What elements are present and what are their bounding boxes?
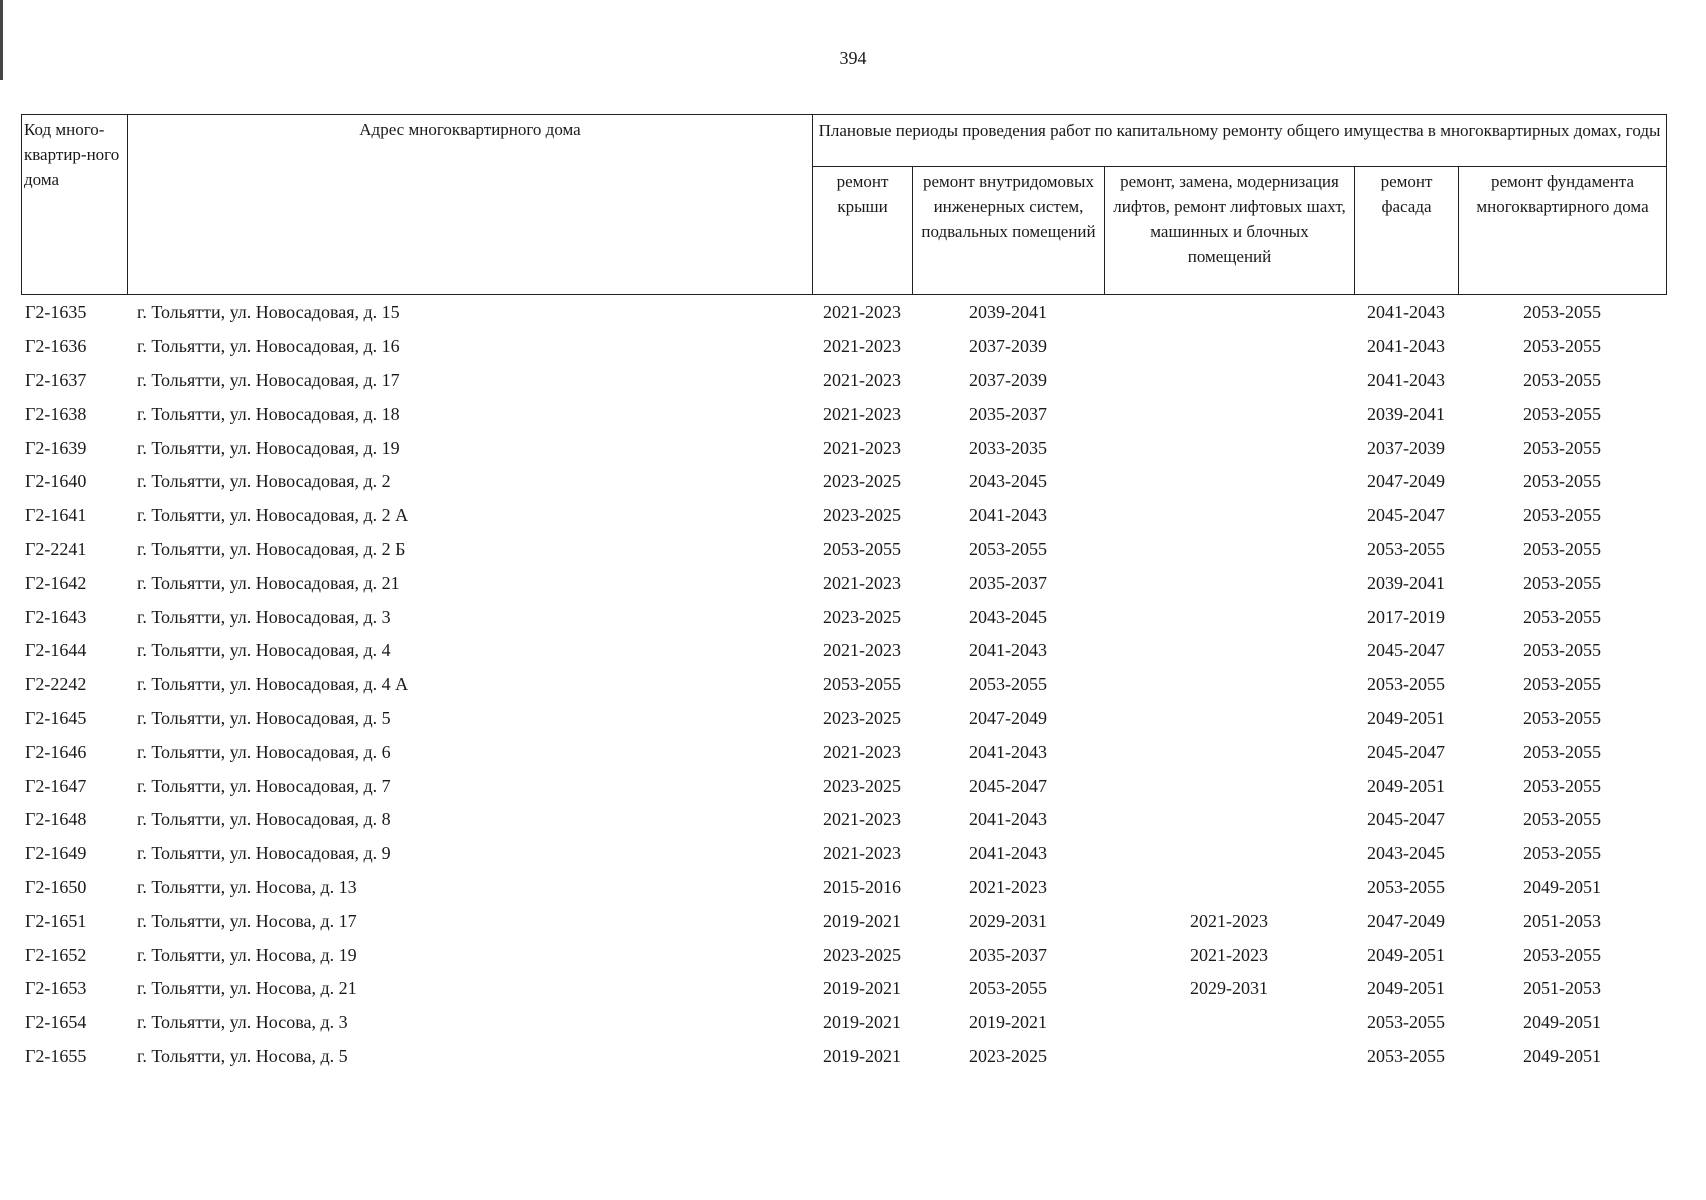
row-code: Г2-1646 xyxy=(25,741,87,762)
row-facade: 2053-2055 xyxy=(1367,538,1445,559)
row-foundation: 2053-2055 xyxy=(1523,302,1601,323)
row-foundation: 2053-2055 xyxy=(1523,674,1601,695)
row-roof: 2019-2021 xyxy=(823,978,901,999)
row-facade: 2045-2047 xyxy=(1367,505,1445,526)
table-row xyxy=(21,431,1666,465)
row-facade: 2039-2041 xyxy=(1367,572,1445,593)
row-roof: 2019-2021 xyxy=(823,1045,901,1066)
row-systems: 2053-2055 xyxy=(969,978,1047,999)
row-address: г. Тольятти, ул. Новосадовая, д. 2 А xyxy=(137,505,409,526)
row-systems: 2035-2037 xyxy=(969,403,1047,424)
data-table xyxy=(21,296,1666,1073)
row-lifts xyxy=(1104,871,1354,905)
table-row xyxy=(21,364,1666,398)
row-facade: 2045-2047 xyxy=(1367,640,1445,661)
table-row xyxy=(21,499,1666,533)
row-systems: 2037-2039 xyxy=(969,369,1047,390)
table-body xyxy=(21,296,1666,1073)
row-foundation: 2049-2051 xyxy=(1523,1045,1601,1066)
row-code: Г2-1653 xyxy=(25,978,87,999)
row-lifts: 2029-2031 xyxy=(1190,978,1268,999)
row-code: Г2-1650 xyxy=(25,876,87,897)
row-facade: 2053-2055 xyxy=(1367,1045,1445,1066)
row-lifts xyxy=(1104,668,1354,702)
table-row xyxy=(21,904,1666,938)
row-foundation: 2053-2055 xyxy=(1523,403,1601,424)
row-address: г. Тольятти, ул. Новосадовая, д. 3 xyxy=(137,606,391,627)
row-facade: 2053-2055 xyxy=(1367,674,1445,695)
row-roof: 2015-2016 xyxy=(823,876,901,897)
row-roof: 2023-2025 xyxy=(823,606,901,627)
row-roof: 2023-2025 xyxy=(823,505,901,526)
table-row xyxy=(21,533,1666,567)
row-systems: 2043-2045 xyxy=(969,471,1047,492)
row-roof: 2019-2021 xyxy=(823,1012,901,1033)
row-foundation: 2053-2055 xyxy=(1523,538,1601,559)
row-roof: 2019-2021 xyxy=(823,910,901,931)
row-roof: 2053-2055 xyxy=(823,538,901,559)
row-lifts xyxy=(1104,499,1354,533)
row-lifts xyxy=(1104,397,1354,431)
header-foundation: ремонт фундамента многоквартирного дома xyxy=(1459,167,1667,295)
row-lifts xyxy=(1104,364,1354,398)
row-systems: 2037-2039 xyxy=(969,336,1047,357)
header-address: Адрес многоквартирного дома xyxy=(128,115,813,295)
row-address: г. Тольятти, ул. Носова, д. 21 xyxy=(137,978,357,999)
row-lifts xyxy=(1104,702,1354,736)
row-code: Г2-1640 xyxy=(25,471,87,492)
row-foundation: 2053-2055 xyxy=(1523,707,1601,728)
row-foundation: 2053-2055 xyxy=(1523,809,1601,830)
row-address: г. Тольятти, ул. Носова, д. 3 xyxy=(137,1012,348,1033)
table-row xyxy=(21,938,1666,972)
table-row xyxy=(21,566,1666,600)
row-lifts xyxy=(1104,803,1354,837)
row-roof: 2021-2023 xyxy=(823,741,901,762)
row-foundation: 2053-2055 xyxy=(1523,775,1601,796)
row-roof: 2021-2023 xyxy=(823,572,901,593)
row-lifts xyxy=(1104,431,1354,465)
table-row xyxy=(21,735,1666,769)
row-address: г. Тольятти, ул. Новосадовая, д. 19 xyxy=(137,437,400,458)
row-facade: 2039-2041 xyxy=(1367,403,1445,424)
row-roof: 2023-2025 xyxy=(823,944,901,965)
row-code: Г2-1643 xyxy=(25,606,87,627)
table-row xyxy=(21,837,1666,871)
row-systems: 2019-2021 xyxy=(969,1012,1047,1033)
row-facade: 2045-2047 xyxy=(1367,741,1445,762)
row-code: Г2-1637 xyxy=(25,369,87,390)
row-address: г. Тольятти, ул. Новосадовая, д. 2 Б xyxy=(137,538,406,559)
row-roof: 2021-2023 xyxy=(823,369,901,390)
row-code: Г2-1644 xyxy=(25,640,87,661)
row-systems: 2041-2043 xyxy=(969,640,1047,661)
row-roof: 2021-2023 xyxy=(823,437,901,458)
row-roof: 2023-2025 xyxy=(823,775,901,796)
row-code: Г2-1647 xyxy=(25,775,87,796)
row-code: Г2-1651 xyxy=(25,910,87,931)
row-facade: 2037-2039 xyxy=(1367,437,1445,458)
row-lifts xyxy=(1104,296,1354,330)
row-facade: 2049-2051 xyxy=(1367,775,1445,796)
table-row xyxy=(21,330,1666,364)
table-row xyxy=(21,702,1666,736)
row-roof: 2023-2025 xyxy=(823,707,901,728)
table-row xyxy=(21,668,1666,702)
row-roof: 2021-2023 xyxy=(823,809,901,830)
table-row xyxy=(21,600,1666,634)
table-row xyxy=(21,465,1666,499)
row-lifts: 2021-2023 xyxy=(1190,910,1268,931)
row-lifts xyxy=(1104,735,1354,769)
row-lifts xyxy=(1104,1006,1354,1040)
row-foundation: 2053-2055 xyxy=(1523,640,1601,661)
row-foundation: 2053-2055 xyxy=(1523,471,1601,492)
row-systems: 2053-2055 xyxy=(969,538,1047,559)
row-lifts xyxy=(1104,566,1354,600)
row-address: г. Тольятти, ул. Новосадовая, д. 18 xyxy=(137,403,400,424)
page-number: 394 xyxy=(839,48,867,68)
row-facade: 2049-2051 xyxy=(1367,978,1445,999)
row-code: Г2-2242 xyxy=(25,674,87,695)
row-facade: 2047-2049 xyxy=(1367,471,1445,492)
header-roof: ремонт крыши xyxy=(813,167,913,295)
row-address: г. Тольятти, ул. Носова, д. 19 xyxy=(137,944,357,965)
row-foundation: 2053-2055 xyxy=(1523,505,1601,526)
table-row xyxy=(21,1006,1666,1040)
row-roof: 2023-2025 xyxy=(823,471,901,492)
row-address: г. Тольятти, ул. Новосадовая, д. 2 xyxy=(137,471,391,492)
row-systems: 2023-2025 xyxy=(969,1045,1047,1066)
row-address: г. Тольятти, ул. Носова, д. 17 xyxy=(137,910,357,931)
row-lifts xyxy=(1104,837,1354,871)
row-address: г. Тольятти, ул. Новосадовая, д. 21 xyxy=(137,572,400,593)
row-systems: 2021-2023 xyxy=(969,876,1047,897)
row-address: г. Тольятти, ул. Новосадовая, д. 17 xyxy=(137,369,400,390)
table-row xyxy=(21,769,1666,803)
row-roof: 2053-2055 xyxy=(823,674,901,695)
row-foundation: 2053-2055 xyxy=(1523,843,1601,864)
row-systems: 2039-2041 xyxy=(969,302,1047,323)
row-systems: 2047-2049 xyxy=(969,707,1047,728)
row-lifts xyxy=(1104,634,1354,668)
row-code: Г2-1654 xyxy=(25,1012,87,1033)
row-code: Г2-1642 xyxy=(25,572,87,593)
row-code: Г2-1641 xyxy=(25,505,87,526)
row-address: г. Тольятти, ул. Новосадовая, д. 6 xyxy=(137,741,391,762)
row-facade: 2043-2045 xyxy=(1367,843,1445,864)
row-code: Г2-1635 xyxy=(25,302,87,323)
row-lifts xyxy=(1104,600,1354,634)
row-foundation: 2053-2055 xyxy=(1523,741,1601,762)
row-address: г. Тольятти, ул. Новосадовая, д. 15 xyxy=(137,302,400,323)
row-code: Г2-1636 xyxy=(25,336,87,357)
table-row xyxy=(21,803,1666,837)
row-address: г. Тольятти, ул. Новосадовая, д. 9 xyxy=(137,843,391,864)
row-roof: 2021-2023 xyxy=(823,640,901,661)
row-code: Г2-1652 xyxy=(25,944,87,965)
row-address: г. Тольятти, ул. Носова, д. 5 xyxy=(137,1045,348,1066)
row-code: Г2-1638 xyxy=(25,403,87,424)
row-systems: 2045-2047 xyxy=(969,775,1047,796)
row-systems: 2041-2043 xyxy=(969,741,1047,762)
row-facade: 2053-2055 xyxy=(1367,876,1445,897)
row-address: г. Тольятти, ул. Носова, д. 13 xyxy=(137,876,357,897)
row-facade: 2049-2051 xyxy=(1367,707,1445,728)
row-code: Г2-1649 xyxy=(25,843,87,864)
row-facade: 2053-2055 xyxy=(1367,1012,1445,1033)
row-systems: 2043-2045 xyxy=(969,606,1047,627)
row-systems: 2035-2037 xyxy=(969,572,1047,593)
row-roof: 2021-2023 xyxy=(823,336,901,357)
row-systems: 2041-2043 xyxy=(969,809,1047,830)
row-code: Г2-1655 xyxy=(25,1045,87,1066)
row-facade: 2041-2043 xyxy=(1367,369,1445,390)
row-facade: 2045-2047 xyxy=(1367,809,1445,830)
header-code: Код много-квартир-ного дома xyxy=(22,115,128,295)
row-code: Г2-1648 xyxy=(25,809,87,830)
row-lifts: 2021-2023 xyxy=(1190,944,1268,965)
row-lifts xyxy=(1104,330,1354,364)
row-foundation: 2051-2053 xyxy=(1523,978,1601,999)
row-foundation: 2049-2051 xyxy=(1523,876,1601,897)
row-systems: 2041-2043 xyxy=(969,505,1047,526)
row-systems: 2033-2035 xyxy=(969,437,1047,458)
row-facade: 2049-2051 xyxy=(1367,944,1445,965)
row-foundation: 2053-2055 xyxy=(1523,572,1601,593)
row-foundation: 2053-2055 xyxy=(1523,606,1601,627)
header-facade: ремонт фасада xyxy=(1355,167,1459,295)
table-row xyxy=(21,296,1666,330)
row-roof: 2021-2023 xyxy=(823,302,901,323)
table-row xyxy=(21,972,1666,1006)
row-address: г. Тольятти, ул. Новосадовая, д. 4 А xyxy=(137,674,409,695)
row-systems: 2053-2055 xyxy=(969,674,1047,695)
row-foundation: 2053-2055 xyxy=(1523,369,1601,390)
row-lifts xyxy=(1104,1040,1354,1074)
row-foundation: 2053-2055 xyxy=(1523,437,1601,458)
table-row xyxy=(21,1040,1666,1074)
row-facade: 2017-2019 xyxy=(1367,606,1445,627)
row-systems: 2035-2037 xyxy=(969,944,1047,965)
row-foundation: 2053-2055 xyxy=(1523,944,1601,965)
row-address: г. Тольятти, ул. Новосадовая, д. 8 xyxy=(137,809,391,830)
table-row xyxy=(21,634,1666,668)
row-lifts xyxy=(1104,769,1354,803)
row-roof: 2021-2023 xyxy=(823,403,901,424)
header-lifts: ремонт, замена, модернизация лифтов, ремонт лифтовых шахт, машинных и блочных помещений xyxy=(1105,167,1355,295)
table-header xyxy=(21,114,1667,295)
row-foundation: 2053-2055 xyxy=(1523,336,1601,357)
row-foundation: 2051-2053 xyxy=(1523,910,1601,931)
row-lifts xyxy=(1104,465,1354,499)
header-periods: Плановые периоды проведения работ по капитальному ремонту общего имущества в многоквартирных домах, годы xyxy=(813,115,1667,167)
row-code: Г2-1645 xyxy=(25,707,87,728)
row-systems: 2029-2031 xyxy=(969,910,1047,931)
header-systems: ремонт внутридомовых инженерных систем, подвальных помещений xyxy=(913,167,1105,295)
row-address: г. Тольятти, ул. Новосадовая, д. 7 xyxy=(137,775,391,796)
row-roof: 2021-2023 xyxy=(823,843,901,864)
row-lifts xyxy=(1104,533,1354,567)
row-code: Г2-2241 xyxy=(25,538,87,559)
table-row xyxy=(21,871,1666,905)
row-foundation: 2049-2051 xyxy=(1523,1012,1601,1033)
row-facade: 2047-2049 xyxy=(1367,910,1445,931)
row-facade: 2041-2043 xyxy=(1367,302,1445,323)
row-address: г. Тольятти, ул. Новосадовая, д. 5 xyxy=(137,707,391,728)
row-systems: 2041-2043 xyxy=(969,843,1047,864)
table-row xyxy=(21,397,1666,431)
row-address: г. Тольятти, ул. Новосадовая, д. 4 xyxy=(137,640,391,661)
row-address: г. Тольятти, ул. Новосадовая, д. 16 xyxy=(137,336,400,357)
row-facade: 2041-2043 xyxy=(1367,336,1445,357)
row-code: Г2-1639 xyxy=(25,437,87,458)
